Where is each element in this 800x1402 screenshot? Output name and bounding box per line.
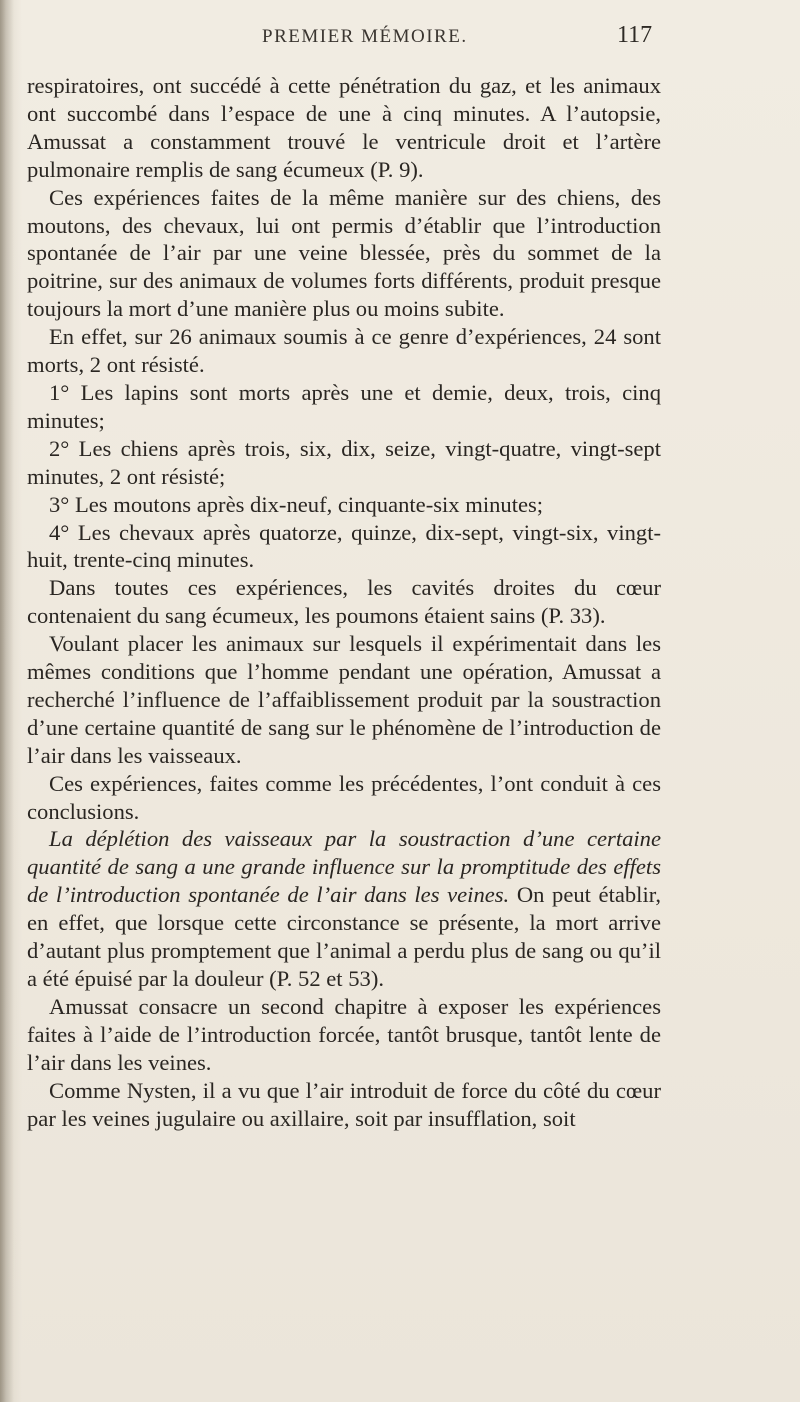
paragraph: Voulant placer les animaux sur lesquels il expérimentait dans les mêmes conditions que l’homme pendant une opération, Amussat a recherché l’influence de l’affaiblissement produit par la soustraction d’une certaine quantité de sang sur le phénomène de l’introduction de l’air dans les vaisseaux. <box>27 631 661 768</box>
spine-shadow <box>0 0 14 1402</box>
paragraph-with-italic <box>27 825 661 992</box>
running-head: PREMIER MÉMOIRE. <box>262 26 468 47</box>
paragraph: 2° Les chiens après trois, six, dix, seize, vingt-quatre, vingt-sept minutes, 2 ont résisté; <box>27 435 661 489</box>
paragraph-continuation: On peut établir, en effet, que lorsque cette circonstance se présente, la mort arrive d’autant plus promptement que l’animal a perdu plus de sang ou qu’il a été épuisé par la douleur (P. 52 et 53). <box>27 882 661 991</box>
paragraph: Ces expériences faites de la même manière sur des chiens, des moutons, des chevaux, lui ont permis d’établir que l’introduction spontanée de l’air par une veine blessée, près du sommet de la poitrine, sur des animaux de volumes forts différents, produit presque toujours la mort d’une manière plus ou moins subite. <box>27 184 661 322</box>
page-header <box>0 20 800 60</box>
paragraph: Comme Nysten, il a vu que l’air introduit de force du côté du cœur par les veines jugulaire ou axillaire, soit par insufflation, soit <box>27 1077 661 1131</box>
paragraph: 4° Les chevaux après quatorze, quinze, dix-sept, vingt-six, vingt-huit, trente-cinq minutes. <box>27 519 661 573</box>
paragraph: Ces expériences, faites comme les précédentes, l’ont conduit à ces conclusions. <box>27 770 661 824</box>
paragraph: En effet, sur 26 animaux soumis à ce genre d’expériences, 24 sont morts, 2 ont résisté. <box>27 324 661 378</box>
body-text <box>27 72 661 1132</box>
paragraph: 1° Les lapins sont morts après une et demie, deux, trois, cinq minutes; <box>27 379 661 433</box>
italic-conclusion: La déplétion des vaisseaux par la soustraction d’une certaine quantité de sang a une grande influence sur la promptitude des effets de l’introduction spontanée de l’air dans les veines. <box>27 826 661 908</box>
paragraph: Amussat consacre un second chapitre à exposer les expériences faites à l’aide de l’introduction forcée, tantôt brusque, tantôt lente de l’air dans les veines. <box>27 993 661 1075</box>
paragraph: Dans toutes ces expériences, les cavités droites du cœur contenaient du sang écumeux, les poumons étaient sains (P. 33). <box>27 575 661 629</box>
paragraph: 3° Les moutons après dix-neuf, cinquante-six minutes; <box>49 491 544 517</box>
page-number: 117 <box>617 22 653 48</box>
paragraph: respiratoires, ont succédé à cette pénétration du gaz, et les animaux ont succombé dans l’espace de une à cinq minutes. A l’autopsie, Amussat a constamment trouvé le ventricule droit et l’artère pulmonaire remplis de sang écumeux (P. 9). <box>27 73 661 182</box>
